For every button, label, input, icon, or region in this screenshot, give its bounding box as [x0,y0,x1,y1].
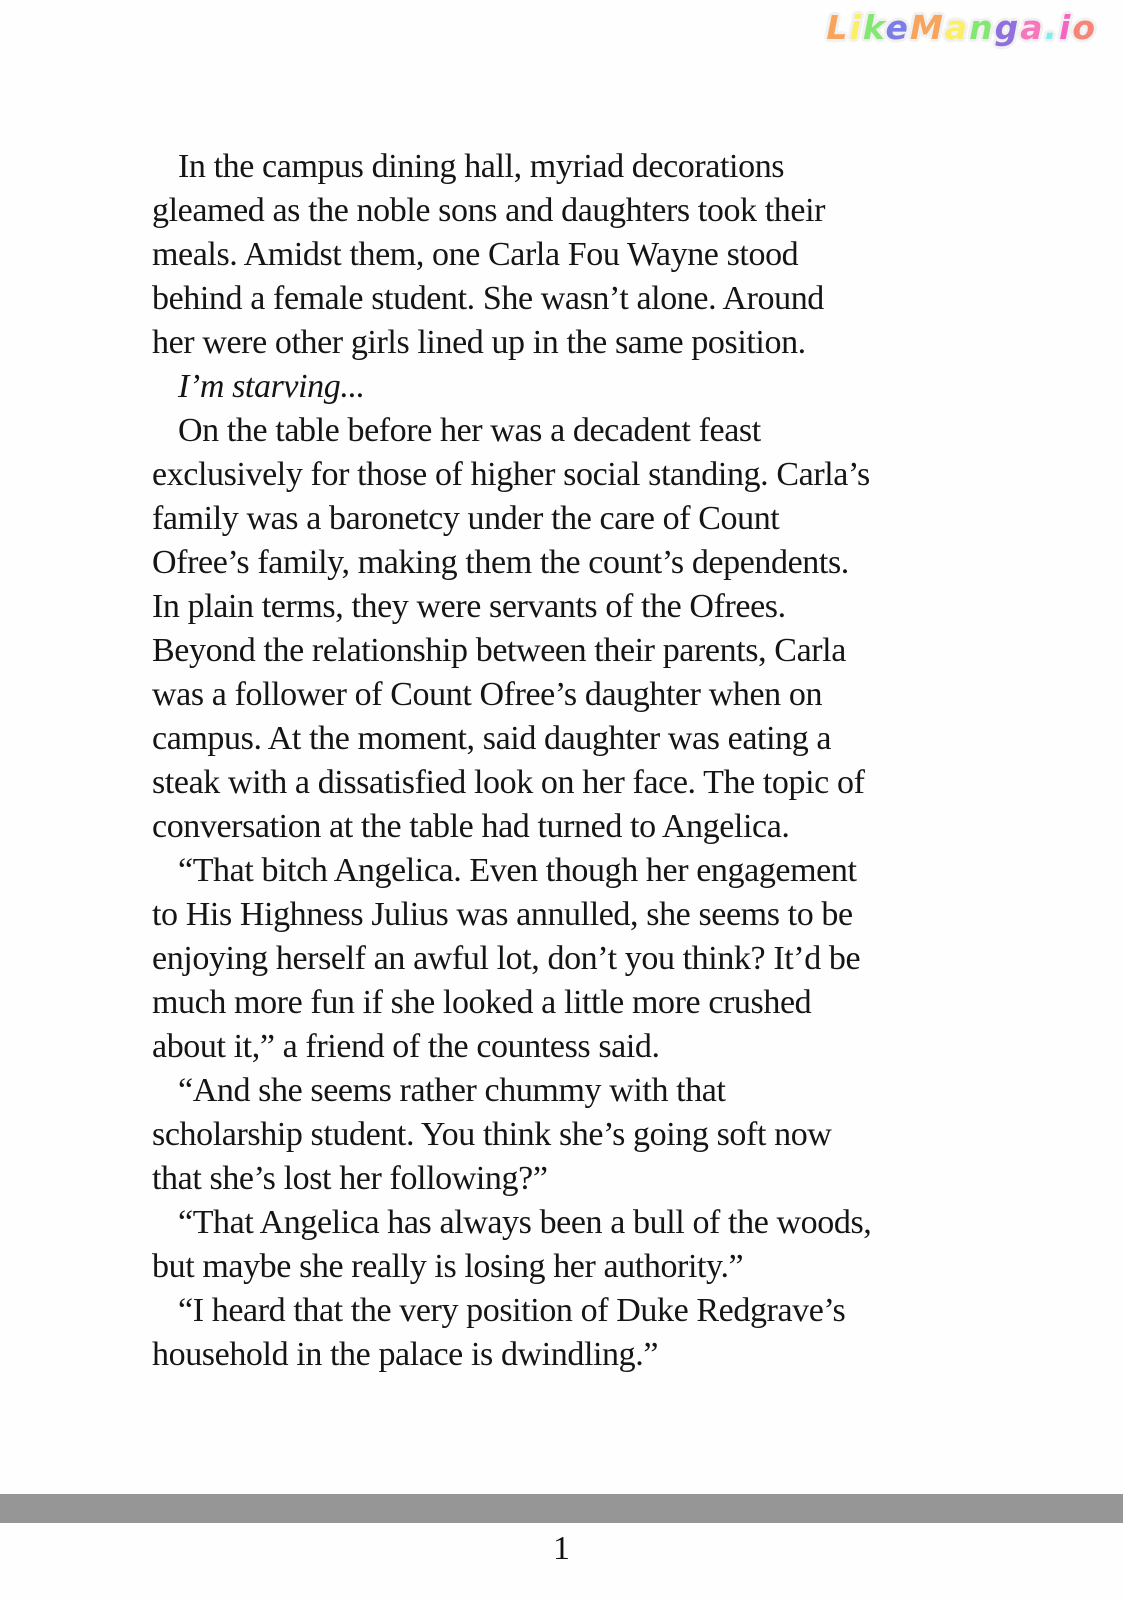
text-line: steak with a dissatisfied look on her face. The topic of [152,764,865,801]
text-line: gleamed as the noble sons and daughters took their [152,192,826,229]
page-number: 1 [553,1530,570,1567]
text-line: much more fun if she looked a little more crushed [152,984,812,1021]
text-line: On the table before her was a decadent feast [178,412,761,449]
text-line: “That Angelica has always been a bull of the woods, [178,1204,872,1241]
text-line: exclusively for those of higher social standing. Carla’s [152,456,870,493]
watermark-letter: a [1020,8,1045,47]
page-text [152,145,997,1377]
paragraph [152,1201,997,1289]
watermark-letter: e [885,8,910,47]
watermark-letter: L [826,8,850,47]
text-line: household in the palace is dwindling.” [152,1336,659,1373]
paragraph [152,145,997,365]
watermark-letter: k [862,8,886,47]
text-line: “And she seems rather chummy with that [178,1072,726,1109]
text-line: “That bitch Angelica. Even though her engagement [178,852,857,889]
text-line: campus. At the moment, said daughter was eating a [152,720,832,757]
text-line: Ofree’s family, making them the count’s dependents. [152,544,849,581]
watermark-letter: g [994,8,1021,47]
text-line: meals. Amidst them, one Carla Fou Wayne stood [152,236,799,273]
text-line: family was a baronetcy under the care of Count [152,500,780,537]
paragraph [152,409,997,849]
watermark-letter: n [969,8,995,47]
text-line: to His Highness Julius was annulled, she seems to be [152,896,853,933]
text-line: conversation at the table had turned to Angelica. [152,808,790,845]
paragraph [152,1289,997,1377]
watermark-letter: i [849,8,863,47]
paragraph [152,849,997,1069]
text-line: about it,” a friend of the countess said. [152,1028,660,1065]
separator-bar [0,1494,1123,1523]
watermark-letter: i [1059,8,1073,47]
text-line: behind a female student. She wasn’t alone. Around [152,280,824,317]
text-line: scholarship student. You think she’s going soft now [152,1116,832,1153]
text-line: was a follower of Count Ofree’s daughter when on [152,676,823,713]
text-line: her were other girls lined up in the same position. [152,324,806,361]
watermark-letter: . [1044,8,1060,47]
text-line: In the campus dining hall, myriad decorations [178,148,785,185]
text-line: enjoying herself an awful lot, don’t you think? It’d be [152,940,861,977]
text-line: In plain terms, they were servants of the Ofrees. [152,588,786,625]
watermark-letter: o [1072,8,1097,47]
likemanga-watermark-logo [826,8,1097,47]
text-line: Beyond the relationship between their parents, Carla [152,632,846,669]
text-line: “I heard that the very position of Duke Redgrave’s [178,1292,846,1329]
text-line: but maybe she really is losing her authority.” [152,1248,744,1285]
watermark-letter: a [944,8,970,47]
text-line: that she’s lost her following?” [152,1160,548,1197]
watermark-letter: M [909,8,945,47]
paragraph [152,1069,997,1201]
paragraph [152,365,997,409]
text-line: I’m starving... [178,368,365,405]
